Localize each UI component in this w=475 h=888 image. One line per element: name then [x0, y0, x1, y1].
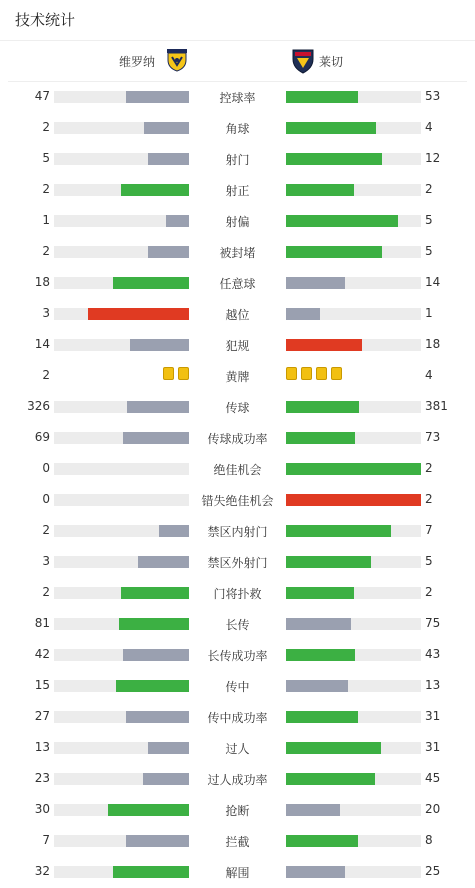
away-stat-value: 2: [425, 461, 433, 475]
home-team-name[interactable]: 维罗纳: [118, 55, 155, 69]
away-stat-bar-fill: [286, 835, 358, 847]
away-stat-value: 5: [425, 244, 433, 258]
stat-label: 过人成功率: [207, 773, 268, 787]
yellow-card-icon: [163, 367, 174, 380]
away-stat-bar: [286, 494, 421, 506]
home-stat-value: 18: [34, 275, 50, 289]
home-stat-bar: [54, 773, 189, 785]
home-stat-bar: [54, 122, 189, 134]
home-stat-bar: [54, 680, 189, 692]
away-stat-bar-fill: [286, 494, 421, 506]
home-stat-bar-fill: [148, 153, 189, 165]
away-stat-value: 43: [425, 647, 441, 661]
home-stat-bar: [54, 649, 189, 661]
stat-label: 射门: [225, 153, 250, 167]
home-stat-bar-fill: [123, 432, 189, 444]
away-stat-bar: [286, 742, 421, 754]
home-stat-bar: [54, 153, 189, 165]
stat-label: 禁区外射门: [207, 556, 268, 570]
stat-label: 角球: [225, 122, 250, 136]
home-stat-bar-fill: [116, 680, 189, 692]
home-stat-value: 3: [42, 554, 50, 568]
away-stat-value: 12: [425, 151, 441, 165]
away-stat-bar: [286, 804, 421, 816]
away-stat-bar: [286, 866, 421, 878]
away-stat-value: 5: [425, 554, 433, 568]
home-stat-value: 32: [34, 864, 50, 878]
home-stat-value: 14: [34, 337, 50, 351]
away-stat-bar: [286, 525, 421, 537]
away-stat-bar-fill: [286, 711, 358, 723]
away-stat-value: 14: [425, 275, 441, 289]
home-stat-value: 2: [42, 523, 50, 537]
away-team-name[interactable]: 莱切: [319, 55, 344, 69]
home-stat-value: 2: [42, 244, 50, 258]
home-stat-value: 2: [42, 120, 50, 134]
home-stat-value: 27: [34, 709, 50, 723]
stat-row: [0, 205, 475, 236]
home-stat-value: 2: [42, 368, 50, 382]
stat-label: 长传成功率: [207, 649, 268, 663]
away-stat-bar-fill: [286, 308, 320, 320]
home-stat-value: 13: [34, 740, 50, 754]
away-stat-value: 7: [425, 523, 433, 537]
stat-row: [0, 546, 475, 577]
away-stat-bar: [286, 711, 421, 723]
home-stat-bar: [54, 246, 189, 258]
home-stat-bar-fill: [138, 556, 189, 568]
home-stat-bar-fill: [108, 804, 189, 816]
away-stat-bar-fill: [286, 401, 359, 413]
away-stat-bar: [286, 432, 421, 444]
home-stat-bar-fill: [126, 711, 189, 723]
stat-label: 射正: [225, 184, 250, 198]
home-stat-bar-fill: [126, 91, 189, 103]
home-stat-value: 30: [34, 802, 50, 816]
home-stat-value: 1: [42, 213, 50, 227]
stat-label: 解围: [225, 866, 250, 880]
home-stat-value: 47: [34, 89, 50, 103]
away-stat-bar-fill: [286, 680, 348, 692]
away-stat-bar: [286, 773, 421, 785]
away-stat-value: 4: [425, 120, 433, 134]
away-stat-bar-fill: [286, 277, 345, 289]
home-stat-bar-fill: [113, 866, 189, 878]
home-yellow-cards: [163, 367, 189, 381]
lecce-crest-icon: [292, 48, 314, 78]
stat-label: 门将扑救: [213, 587, 262, 601]
away-stat-bar: [286, 339, 421, 351]
home-stat-bar-fill: [148, 246, 189, 258]
home-stat-bar-fill: [127, 401, 189, 413]
home-stat-bar-fill: [148, 742, 189, 754]
away-stat-bar: [286, 153, 421, 165]
stat-row: [0, 515, 475, 546]
away-stat-bar-fill: [286, 246, 382, 258]
away-stat-value: 25: [425, 864, 441, 878]
stat-label: 拦截: [225, 835, 250, 849]
home-stat-bar: [54, 587, 189, 599]
stat-row: [0, 112, 475, 143]
stat-label: 禁区内射门: [207, 525, 268, 539]
home-stat-value: 0: [42, 461, 50, 475]
stat-row: [0, 732, 475, 763]
away-stat-bar-fill: [286, 742, 381, 754]
stat-label: 传中成功率: [207, 711, 268, 725]
away-stat-bar-fill: [286, 463, 421, 475]
stat-row: [0, 856, 475, 887]
home-stat-bar-fill: [113, 277, 189, 289]
stat-label: 犯规: [225, 339, 250, 353]
stat-row: [0, 763, 475, 794]
away-stat-bar: [286, 184, 421, 196]
stat-label: 被封堵: [219, 246, 256, 260]
home-stat-bar: [54, 277, 189, 289]
away-stat-value: 2: [425, 585, 433, 599]
away-stat-value: 31: [425, 740, 441, 754]
away-stat-bar: [286, 680, 421, 692]
stats-list: [0, 81, 475, 887]
home-stat-bar: [54, 91, 189, 103]
home-stat-bar: [54, 804, 189, 816]
away-stat-bar-fill: [286, 184, 354, 196]
away-stat-value: 20: [425, 802, 441, 816]
stat-label: 传球: [225, 401, 250, 415]
home-stat-value: 23: [34, 771, 50, 785]
away-stat-bar: [286, 215, 421, 227]
away-stat-value: 75: [425, 616, 441, 630]
yellow-card-icon: [331, 367, 342, 380]
home-stat-bar: [54, 215, 189, 227]
away-stat-bar-fill: [286, 556, 371, 568]
home-stat-bar: [54, 184, 189, 196]
away-stat-value: 8: [425, 833, 433, 847]
away-stat-bar-fill: [286, 339, 362, 351]
teams-header: [8, 41, 467, 81]
away-stat-bar-fill: [286, 432, 355, 444]
away-stat-value: 31: [425, 709, 441, 723]
away-stat-value: 18: [425, 337, 441, 351]
away-stat-bar: [286, 91, 421, 103]
stat-row: [0, 453, 475, 484]
home-stat-value: 0: [42, 492, 50, 506]
page-title: 技术统计: [15, 11, 76, 29]
away-stat-bar: [286, 618, 421, 630]
away-stat-bar: [286, 649, 421, 661]
home-stat-bar-fill: [166, 215, 189, 227]
away-stat-value: 73: [425, 430, 441, 444]
away-stat-bar: [286, 463, 421, 475]
yellow-card-icon: [286, 367, 297, 380]
away-stat-bar: [286, 308, 421, 320]
home-stat-bar: [54, 525, 189, 537]
home-stat-bar-fill: [144, 122, 189, 134]
away-stat-bar-fill: [286, 804, 340, 816]
stat-row: [0, 236, 475, 267]
away-yellow-cards: [286, 367, 342, 381]
home-stat-bar: [54, 618, 189, 630]
away-stat-bar: [286, 246, 421, 258]
stat-label: 传球成功率: [207, 432, 268, 446]
hellas-verona-crest-icon: [166, 48, 188, 76]
stat-row: [0, 701, 475, 732]
stat-label: 任意球: [219, 277, 256, 291]
home-stat-value: 81: [34, 616, 50, 630]
home-stat-value: 42: [34, 647, 50, 661]
stat-row: [0, 825, 475, 856]
stat-row: [0, 484, 475, 515]
home-stat-bar: [54, 432, 189, 444]
home-stat-bar: [54, 401, 189, 413]
away-stat-value: 45: [425, 771, 441, 785]
home-stat-value: 5: [42, 151, 50, 165]
away-stat-bar-fill: [286, 215, 398, 227]
away-stat-bar-fill: [286, 649, 355, 661]
away-stat-bar-fill: [286, 773, 375, 785]
yellow-card-icon: [301, 367, 312, 380]
stat-row: [0, 143, 475, 174]
stat-label: 射偏: [225, 215, 250, 229]
away-stat-bar-fill: [286, 866, 345, 878]
stat-row: [0, 608, 475, 639]
away-stat-bar-fill: [286, 525, 391, 537]
away-stat-value: 381: [425, 399, 448, 413]
stat-label: 抢断: [225, 804, 250, 818]
stat-label: 绝佳机会: [213, 463, 262, 477]
home-stat-bar: [54, 711, 189, 723]
away-stat-bar: [286, 556, 421, 568]
away-stat-value: 2: [425, 492, 433, 506]
stat-label: 错失绝佳机会: [201, 494, 274, 508]
stat-row: [0, 267, 475, 298]
stat-row: [0, 360, 475, 391]
home-stat-value: 69: [34, 430, 50, 444]
yellow-card-icon: [178, 367, 189, 380]
stat-row: [0, 639, 475, 670]
away-stat-value: 1: [425, 306, 433, 320]
home-stat-bar: [54, 835, 189, 847]
home-stat-value: 326: [27, 399, 50, 413]
away-stat-value: 4: [425, 368, 433, 382]
home-stat-value: 15: [34, 678, 50, 692]
home-stat-value: 2: [42, 182, 50, 196]
stat-row: [0, 577, 475, 608]
home-stat-bar: [54, 494, 189, 506]
home-stat-bar: [54, 866, 189, 878]
away-stat-bar-fill: [286, 587, 354, 599]
away-stat-value: 5: [425, 213, 433, 227]
home-stat-bar: [54, 742, 189, 754]
away-stat-value: 2: [425, 182, 433, 196]
away-stat-value: 53: [425, 89, 441, 103]
stat-label: 黄牌: [225, 370, 250, 384]
home-stat-bar-fill: [126, 835, 189, 847]
away-stat-bar-fill: [286, 618, 351, 630]
yellow-card-icon: [316, 367, 327, 380]
stat-row: [0, 794, 475, 825]
stat-label: 越位: [225, 308, 250, 322]
stat-row: [0, 670, 475, 701]
stat-row: [0, 422, 475, 453]
home-stat-value: 3: [42, 306, 50, 320]
away-stat-value: 13: [425, 678, 441, 692]
away-stat-bar: [286, 122, 421, 134]
home-stat-bar: [54, 308, 189, 320]
home-stat-bar: [54, 339, 189, 351]
stat-row: [0, 298, 475, 329]
home-stat-bar: [54, 556, 189, 568]
away-stat-bar-fill: [286, 122, 376, 134]
home-stat-bar-fill: [119, 618, 189, 630]
stat-row: [0, 329, 475, 360]
home-stat-bar-fill: [159, 525, 189, 537]
home-stat-value: 7: [42, 833, 50, 847]
stat-row: [0, 81, 475, 112]
home-stat-bar-fill: [130, 339, 189, 351]
stat-label: 控球率: [219, 91, 256, 105]
home-stat-bar: [54, 463, 189, 475]
stat-label: 过人: [225, 742, 250, 756]
home-stat-value: 2: [42, 585, 50, 599]
home-stat-bar-fill: [121, 587, 189, 599]
home-stat-bar-fill: [88, 308, 189, 320]
home-stat-bar-fill: [121, 184, 189, 196]
stat-label: 长传: [225, 618, 250, 632]
stat-row: [0, 391, 475, 422]
stat-row: [0, 174, 475, 205]
home-stat-bar-fill: [123, 649, 189, 661]
away-stat-bar: [286, 277, 421, 289]
away-stat-bar: [286, 401, 421, 413]
away-stat-bar-fill: [286, 153, 382, 165]
stat-label: 传中: [225, 680, 250, 694]
away-stat-bar: [286, 587, 421, 599]
home-stat-bar-fill: [143, 773, 189, 785]
away-stat-bar-fill: [286, 91, 358, 103]
away-stat-bar: [286, 835, 421, 847]
